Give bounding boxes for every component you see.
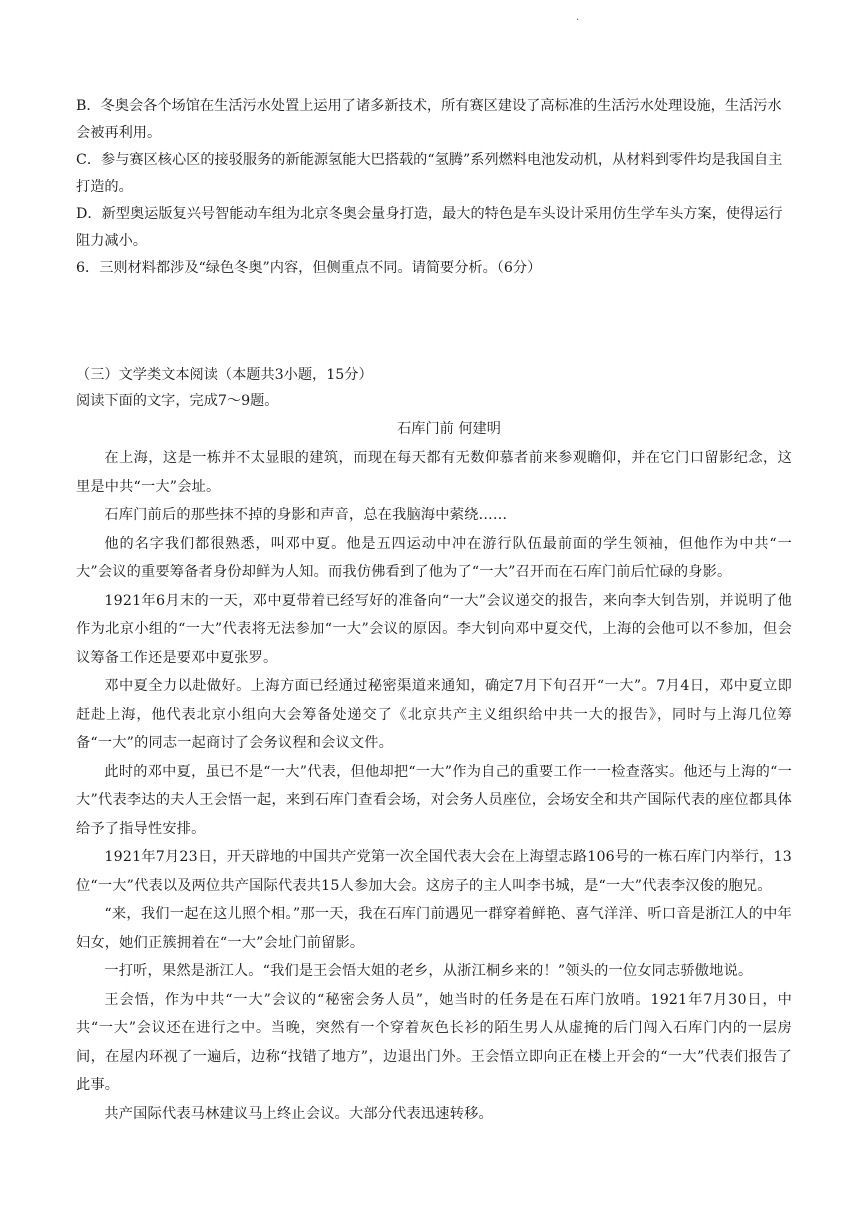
section-instruction: 阅读下面的文字，完成7～9题。 xyxy=(76,393,279,409)
option-b: B．冬奥会各个场馆在生活污水处置上运用了诸多新技术，所有赛区建设了高标准的生活污水处理设施，生活污水会被再利用。 xyxy=(76,98,782,141)
paragraph: 他的名字我们都很熟悉，叫邓中夏。他是五四运动中冲在游行队伍最前面的学生领袖，但他作为中共“一大”会议的重要筹备者身份却鲜为人知。而我仿佛看到了他为了“一大”召开而在石库门前后忙碌的身影。 xyxy=(76,535,792,580)
question-6: 6．三则材料都涉及“绿色冬奥”内容，但侧重点不同。请简要分析。（6分） xyxy=(76,260,542,276)
paragraph: 在上海，这是一栋并不太显眼的建筑，而现在每天都有无数仰慕者前来参观瞻仰，并在它门口留影纪念，这里是中共“一大”会址。 xyxy=(76,450,792,495)
paragraph: 王会悟，作为中共“一大”会议的“秘密会务人员”，她当时的任务是在石库门放哨。1921年7月30日，中共“一大”会议还在进行之中。当晚，突然有一个穿着灰色长衫的陌生男人从虚掩的后门闯入石库门内的一层房间，在屋内环视了一遍后，边称“找错了地方”，边退出门外。王会悟立即向正在楼上开会的“一大”代表们报告了此事。 xyxy=(76,991,792,1093)
paragraph: 一打听，果然是浙江人。“我们是王会悟大姐的老乡，从浙江桐乡来的！”领头的一位女同志骄傲地说。 xyxy=(104,963,753,979)
paragraph: 邓中夏全力以赴做好。上海方面已经通过秘密渠道来通知，确定7月下旬召开“一大”。7月4日，邓中夏立即赶赴上海，他代表北京小组向大会筹备处递交了《北京共产主义组织给中共一大的报告》，同时与上海几位筹备“一大”的同志一起商讨了会务议程和会议文件。 xyxy=(76,678,792,751)
document-page xyxy=(76,0,792,1128)
article-body xyxy=(76,444,792,1128)
section-heading: （三）文学类文本阅读（本题共3小题，15分） xyxy=(76,367,373,383)
paragraph: 1921年6月末的一天，邓中夏带着已经写好的准备向“一大”会议递交的报告，来向李大钊告别，并说明了他作为北京小组的“一大”代表将无法参加“一大”会议的原因。李大钊向邓中夏交代，上海的会他可以不参加，但会议筹备工作还是要邓中夏张罗。 xyxy=(76,592,792,666)
paragraph: 共产国际代表马林建议马上终止会议。大部分代表迅速转移。 xyxy=(104,1105,493,1122)
paragraph: 石库门前后的那些抹不掉的身影和声音，总在我脑海中萦绕…… xyxy=(104,507,508,523)
paragraph: 1921年7月23日，开天辟地的中国共产党第一次全国代表大会在上海望志路106号的一栋石库门内举行，13位“一大”代表以及两位共产国际代表共15人参加大会。这房子的主人叫李书城，是“一大”代表李汉俊的胞兄。 xyxy=(76,849,792,894)
option-c: C．参与赛区核心区的接驳服务的新能源氢能大巴搭载的“氢腾”系列燃料电池发动机，从材料到零件均是我国自主打造的。 xyxy=(76,152,783,195)
option-d: D．新型奥运版复兴号智能动车组为北京冬奥会量身打造，最大的特色是车头设计采用仿生学车头方案，使得运行阻力减小。 xyxy=(76,206,783,249)
paragraph: “来，我们一起在这儿照个相。”那一天，我在石库门前遇见一群穿着鲜艳、喜气洋洋、听口音是浙江人的中年妇女，她们正簇拥着在“一大”会址门前留影。 xyxy=(76,906,792,951)
header-mark: . xyxy=(576,12,580,23)
article-title: 石库门前 何建明 xyxy=(397,421,501,437)
paragraph: 此时的邓中夏，虽已不是“一大”代表，但他却把“一大”作为自己的重要工作一一检查落实。他还与上海的“一大”代表李达的夫人王会悟一起，来到石库门查看会场，对会务人员座位，会场安全和共产国际代表的座位都具体给予了指导性安排。 xyxy=(76,763,792,837)
options-block xyxy=(76,93,792,282)
